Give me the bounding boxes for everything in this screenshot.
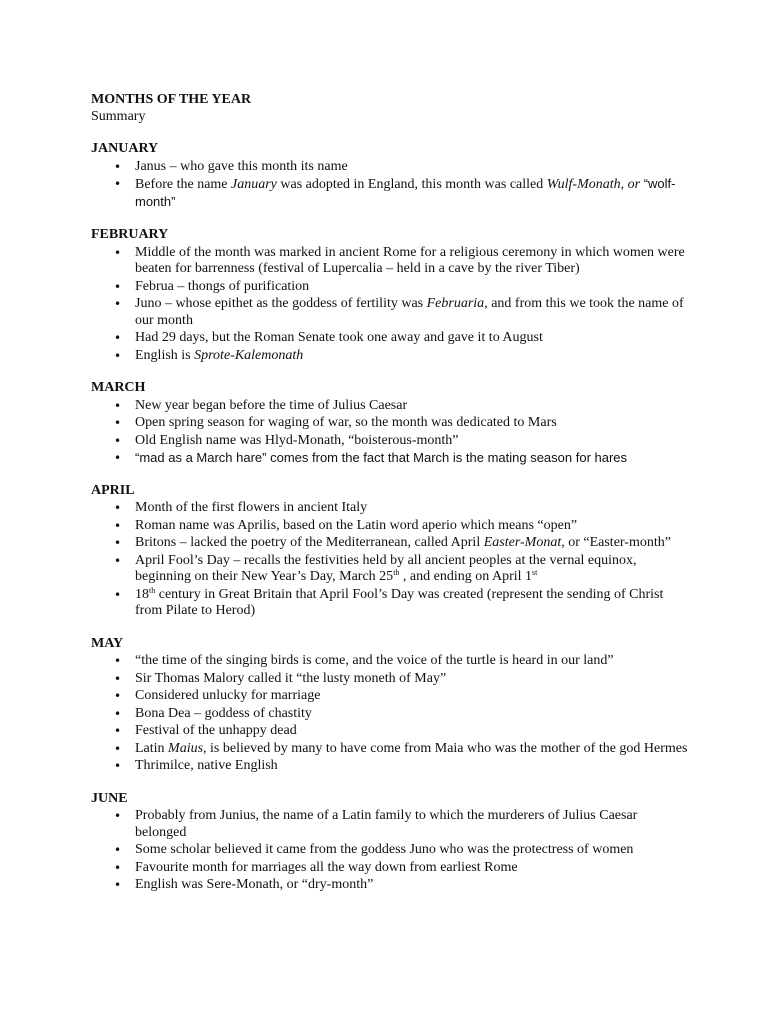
section-june (91, 791, 691, 894)
list-item: • New year began before the time of Julius Caesar (91, 398, 691, 415)
bullet-list-march (91, 398, 691, 467)
list-item: • Considered unlucky for marriage (91, 688, 691, 705)
list-item: • Month of the first flowers in ancient Italy (91, 500, 691, 517)
list-item: • Before the name January was adopted in England, this month was called Wulf-Monath, or “wolf-month” (91, 176, 691, 211)
bullet-list-april (91, 500, 691, 620)
section-heading-march: MARCH (91, 380, 146, 395)
list-item: • Juno – whose epithet as the goddess of fertility was Februaria, and from this we took the name of our month (91, 296, 691, 329)
list-item: • April Fool’s Day – recalls the festivities held by all ancient peoples at the vernal equinox, beginning on their New Year’s Day, March 25th , and ending on April 1st (91, 553, 691, 586)
bullet-list-june (91, 808, 691, 894)
list-item: • 18th century in Great Britain that April Fool’s Day was created (represent the sending of Christ from Pilate to Herod) (91, 587, 691, 620)
list-item: • Middle of the month was marked in ancient Rome for a religious ceremony in which women were beaten for barrenness (festival of Lupercalia – held in a cave by the river Tiber) (91, 245, 691, 278)
list-item: • Some scholar believed it came from the goddess Juno who was the protectress of women (91, 842, 691, 859)
section-february (91, 227, 691, 364)
section-heading-january: JANUARY (91, 141, 159, 156)
document-subtitle: Summary (91, 108, 146, 124)
list-item: • Old English name was Hlyd-Monath, “boisterous-month” (91, 433, 691, 450)
list-item: • Favourite month for marriages all the way down from earliest Rome (91, 860, 691, 877)
list-item: • Probably from Junius, the name of a Latin family to which the murderers of Julius Caesar belonged (91, 808, 691, 841)
list-item: • Latin Maius, is believed by many to have come from Maia who was the mother of the god Hermes (91, 741, 691, 758)
bullet-list-january (91, 159, 691, 212)
list-item: • Had 29 days, but the Roman Senate took one away and gave it to August (91, 330, 691, 347)
list-item: • Janus – who gave this month its name (91, 159, 691, 176)
section-january (91, 141, 691, 211)
list-item: • “mad as a March hare” comes from the fact that March is the mating season for hares (91, 450, 691, 467)
bullet-list-february (91, 245, 691, 365)
section-heading-april: APRIL (91, 482, 135, 498)
list-item: • Open spring season for waging of war, so the month was dedicated to Mars (91, 415, 691, 432)
section-heading-february: FEBRUARY (91, 227, 169, 242)
list-item: • Britons – lacked the poetry of the Mediterranean, called April Easter-Monat, or “Easter-month” (91, 535, 691, 552)
section-may (91, 636, 691, 775)
list-item: • Bona Dea – goddess of chastity (91, 706, 691, 723)
list-item: • English is Sprote-Kalemonath (91, 348, 691, 365)
bullet-list-may (91, 653, 691, 775)
section-heading-june: JUNE (91, 790, 128, 806)
document-title: MONTHS OF THE YEAR (91, 92, 252, 107)
list-item: • Thrimilce, native English (91, 758, 691, 775)
list-item: • Festival of the unhappy dead (91, 723, 691, 740)
list-item: • Roman name was Aprilis, based on the Latin word aperio which means “open” (91, 518, 691, 535)
list-item: • Februa – thongs of purification (91, 279, 691, 296)
section-april (91, 483, 691, 620)
list-item: • English was Sere-Monath, or “dry-month” (91, 877, 691, 894)
section-march (91, 380, 691, 467)
section-heading-may: MAY (91, 635, 124, 651)
list-item: • Sir Thomas Malory called it “the lusty moneth of May” (91, 671, 691, 688)
document-page (91, 92, 691, 910)
list-item: • “the time of the singing birds is come, and the voice of the turtle is heard in our land” (91, 653, 691, 670)
